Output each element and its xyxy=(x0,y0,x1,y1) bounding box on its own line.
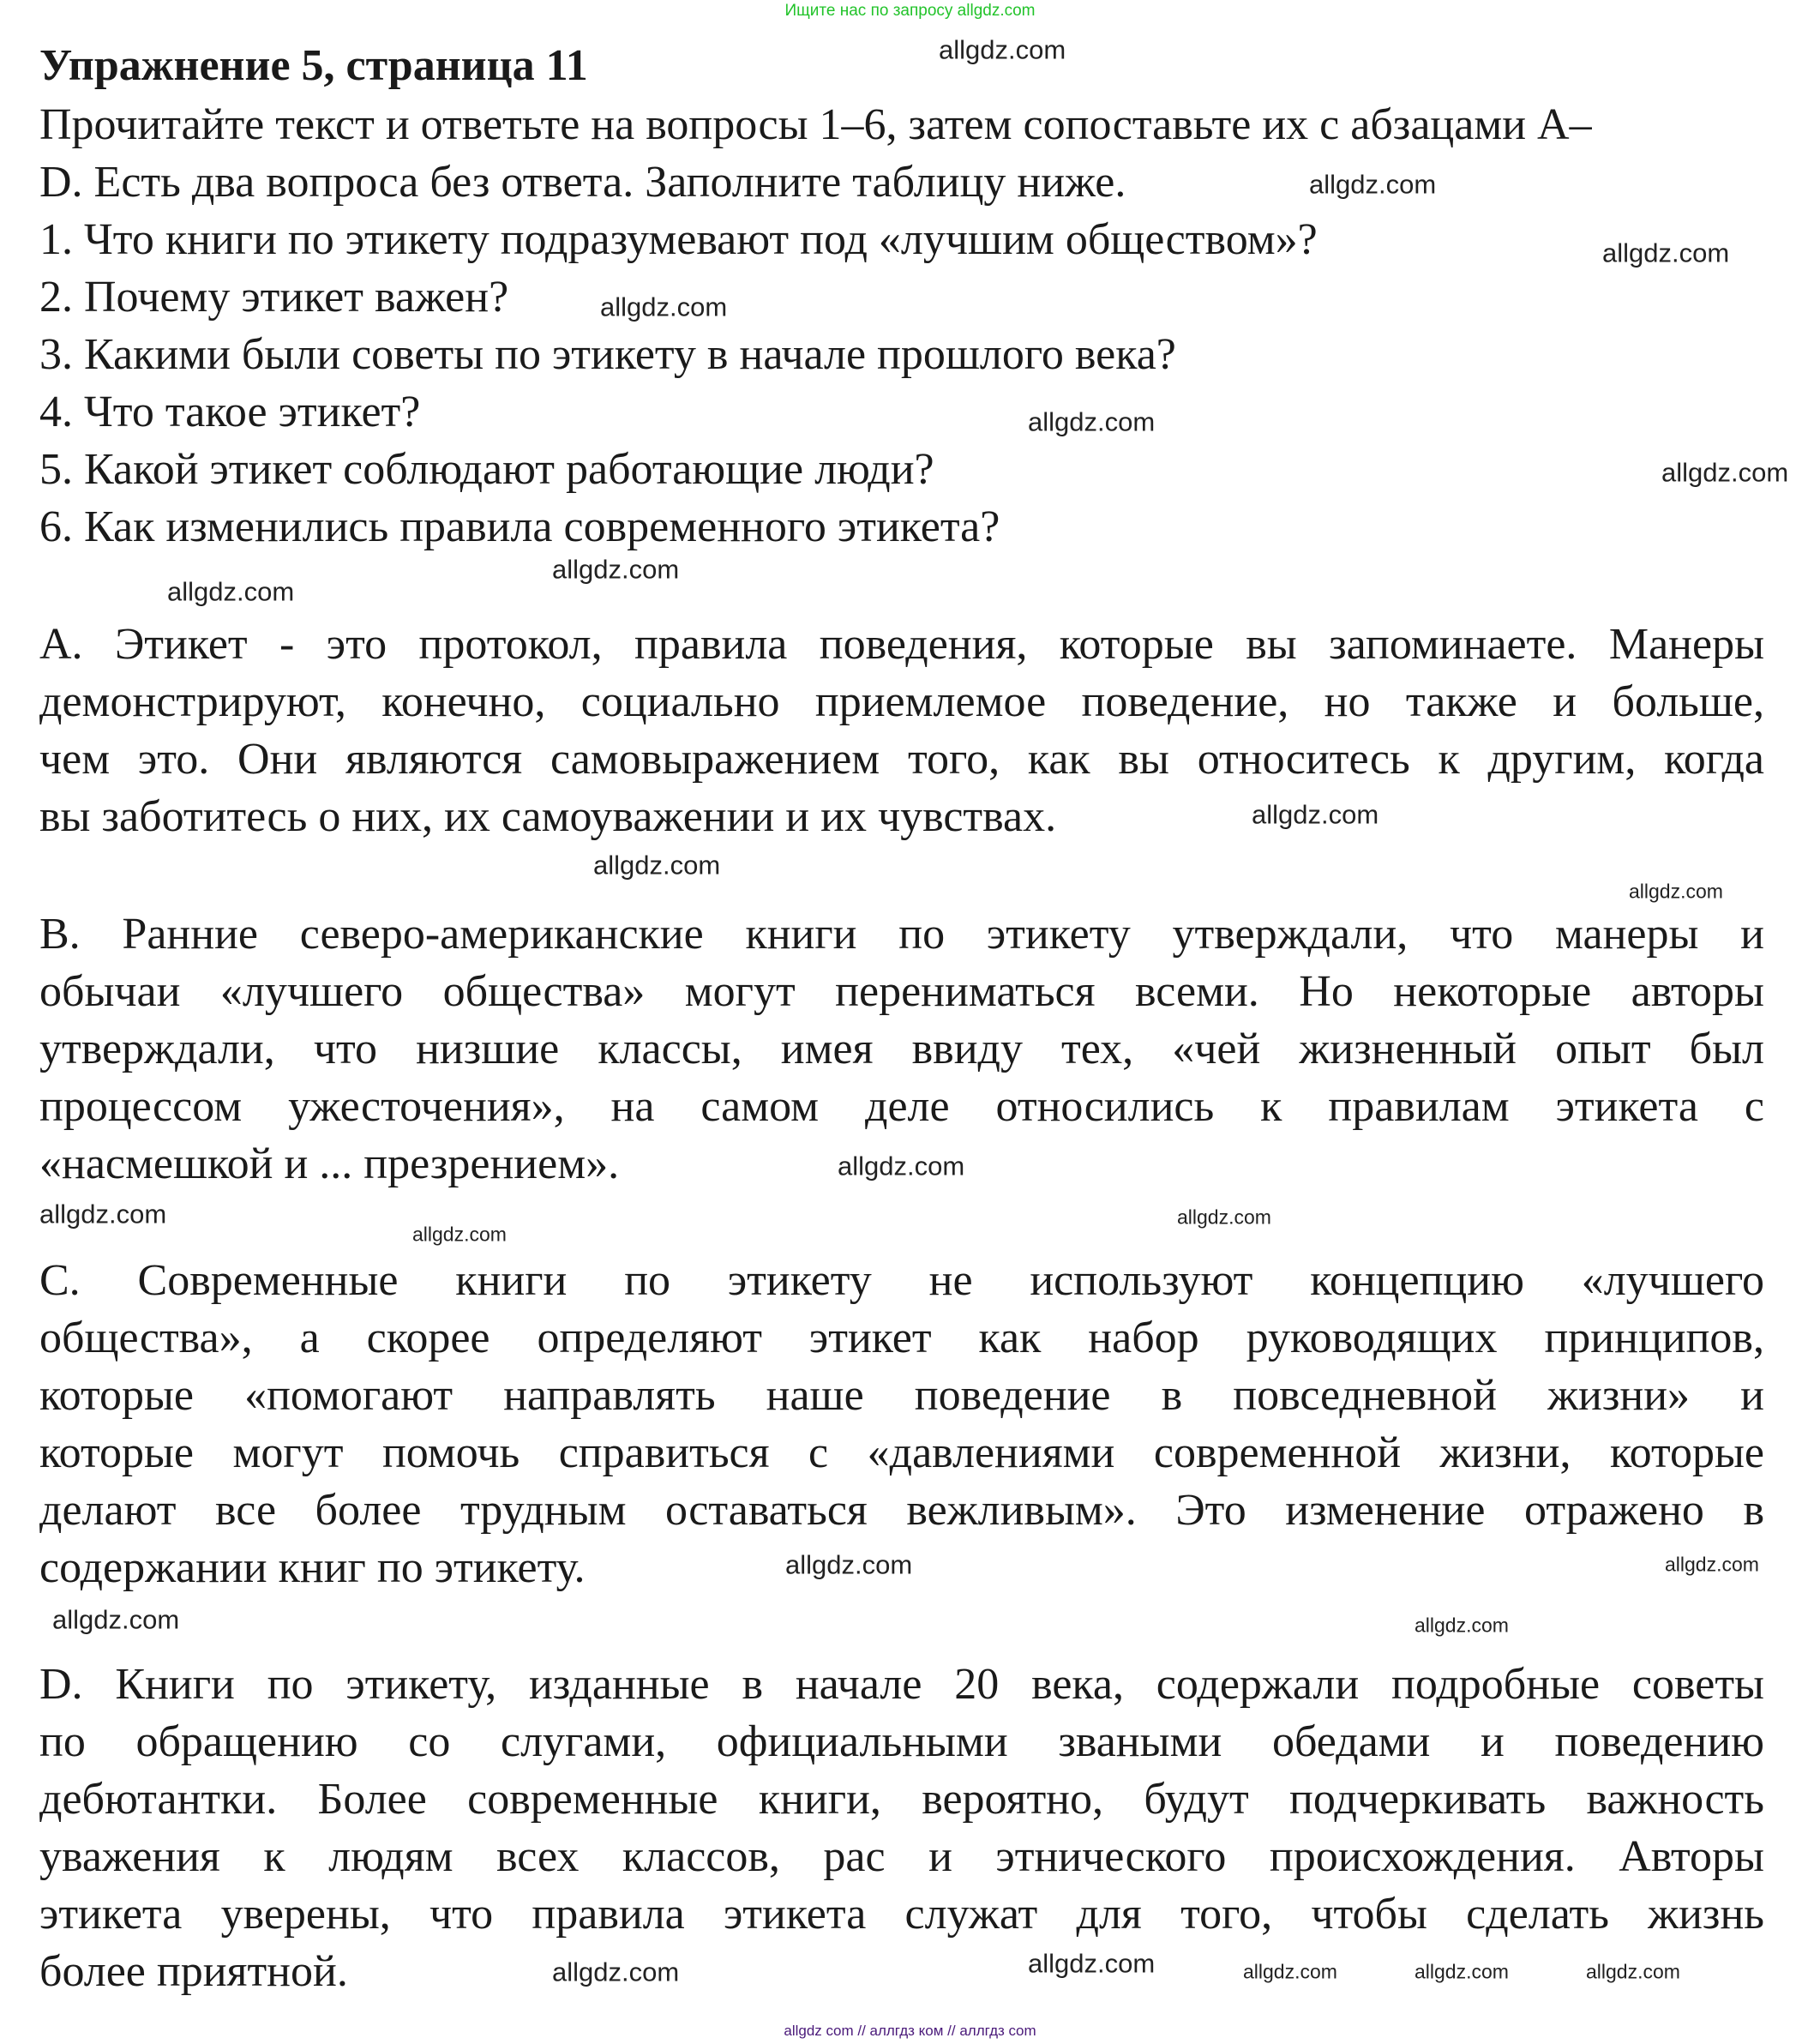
paragraph-line: которые «помогают направлять наше поведение в повседневной жизни» и xyxy=(39,1371,1764,1420)
watermark: allgdz.com xyxy=(1415,1960,1509,1983)
question-item: 5. Какой этикет соблюдают работающие люди? xyxy=(39,445,934,494)
paragraph-line: содержании книг по этикету. xyxy=(39,1543,586,1592)
question-item: 1. Что книги по этикету подразумевают под «лучшим обществом»? xyxy=(39,215,1318,264)
watermark: allgdz.com xyxy=(1028,1948,1156,1979)
watermark: allgdz.com xyxy=(412,1223,507,1246)
paragraph-line: дебютантки. Более современные книги, вероятно, будут подчеркивать важность xyxy=(39,1775,1764,1824)
question-list xyxy=(39,211,1764,556)
paragraph-line: общества», а скорее определяют этикет как набор руководящих принципов, xyxy=(39,1314,1764,1362)
paragraph-line: утверждали, что низшие классы, имея ввиду тех, «чей жизненный опыт был xyxy=(39,1025,1764,1073)
instruction-line: Прочитайте текст и ответьте на вопросы 1–6, затем сопоставьте их с абзацами A– xyxy=(39,100,1592,149)
watermark: allgdz.com xyxy=(1602,237,1730,268)
paragraph-a xyxy=(39,616,1764,845)
question-item: 6. Как изменились правила современного этикета? xyxy=(39,502,1000,551)
watermark: allgdz.com xyxy=(1629,880,1723,903)
paragraph-line: демонстрируют, конечно, социально приемлемое поведение, но также и больше, xyxy=(39,677,1764,726)
paragraph-line: которые могут помочь справиться с «давлениями современной жизни, которые xyxy=(39,1428,1764,1477)
watermark: allgdz.com xyxy=(1177,1205,1271,1229)
paragraph-b xyxy=(39,905,1764,1193)
watermark: allgdz.com xyxy=(838,1151,965,1181)
watermark: allgdz.com xyxy=(1309,169,1437,200)
watermark: allgdz.com xyxy=(593,850,721,881)
paragraph-line: «насмешкой и ... презрением». xyxy=(39,1139,620,1188)
paragraph-line: по обращению со слугами, официальными зваными обедами и поведению xyxy=(39,1717,1764,1766)
watermark: allgdz.com xyxy=(600,292,728,322)
paragraph-line: D. Книги по этикету, изданные в начале 20 века, содержали подробные советы xyxy=(39,1660,1764,1709)
watermark: allgdz.com xyxy=(552,554,680,585)
paragraph-line: A. Этикет - это протокол, правила поведения, которые вы запоминаете. Манеры xyxy=(39,620,1764,669)
watermark: allgdz.com xyxy=(552,1957,680,1987)
watermark: allgdz.com xyxy=(167,576,295,607)
paragraph-line: процессом ужесточения», на самом деле относились к правилам этикета с xyxy=(39,1082,1764,1131)
exercise-title: Упражнение 5, страница 11 xyxy=(39,41,588,90)
watermark: allgdz.com xyxy=(785,1549,913,1580)
paragraph-c xyxy=(39,1252,1764,1596)
paragraph-line: этикета уверены, что правила этикета служат для того, чтобы сделать жизнь xyxy=(39,1890,1764,1939)
watermark: allgdz.com xyxy=(1586,1960,1680,1983)
top-banner: Ищите нас по запросу allgdz.com xyxy=(784,2,1036,20)
watermark: allgdz.com xyxy=(52,1604,180,1635)
paragraph-line: обычаи «лучшего общества» могут перениматься всеми. Но некоторые авторы xyxy=(39,967,1764,1016)
watermark: allgdz.com xyxy=(1415,1614,1509,1637)
exercise-title-block xyxy=(39,34,1764,94)
watermark: allgdz.com xyxy=(939,34,1066,65)
paragraph-line: делают все более трудным оставаться вежливым». Это изменение отражено в xyxy=(39,1486,1764,1535)
paragraph-line: уважения к людям всех классов, рас и этнического происхождения. Авторы xyxy=(39,1832,1764,1881)
paragraph-line: B. Ранние северо-американские книги по этикету утверждали, что манеры и xyxy=(39,910,1764,959)
watermark: allgdz.com xyxy=(1028,406,1156,437)
watermark: allgdz.com xyxy=(1243,1960,1337,1983)
watermark: allgdz.com xyxy=(1252,799,1379,830)
paragraph-line: более приятной. xyxy=(39,1947,348,1996)
question-item: 3. Какими были советы по этикету в начале прошлого века? xyxy=(39,330,1176,379)
bottom-banner: allgdz com // аллгдз ком // аллгдз com xyxy=(784,2023,1036,2039)
watermark: allgdz.com xyxy=(1661,457,1789,488)
instruction xyxy=(39,96,1764,211)
question-item: 2. Почему этикет важен? xyxy=(39,273,509,322)
watermark: allgdz.com xyxy=(1665,1553,1759,1576)
paragraph-line: чем это. Они являются самовыражением того, как вы относитесь к другим, когда xyxy=(39,735,1764,784)
paragraph-line: вы заботитесь о них, их самоуважении и их чувствах. xyxy=(39,792,1057,841)
paragraph-d xyxy=(39,1656,1764,2000)
instruction-line: D. Есть два вопроса без ответа. Заполните таблицу ниже. xyxy=(39,158,1126,207)
question-item: 4. Что такое этикет? xyxy=(39,388,421,436)
watermark: allgdz.com xyxy=(39,1199,167,1229)
paragraph-line: C. Современные книги по этикету не используют концепцию «лучшего xyxy=(39,1256,1764,1305)
